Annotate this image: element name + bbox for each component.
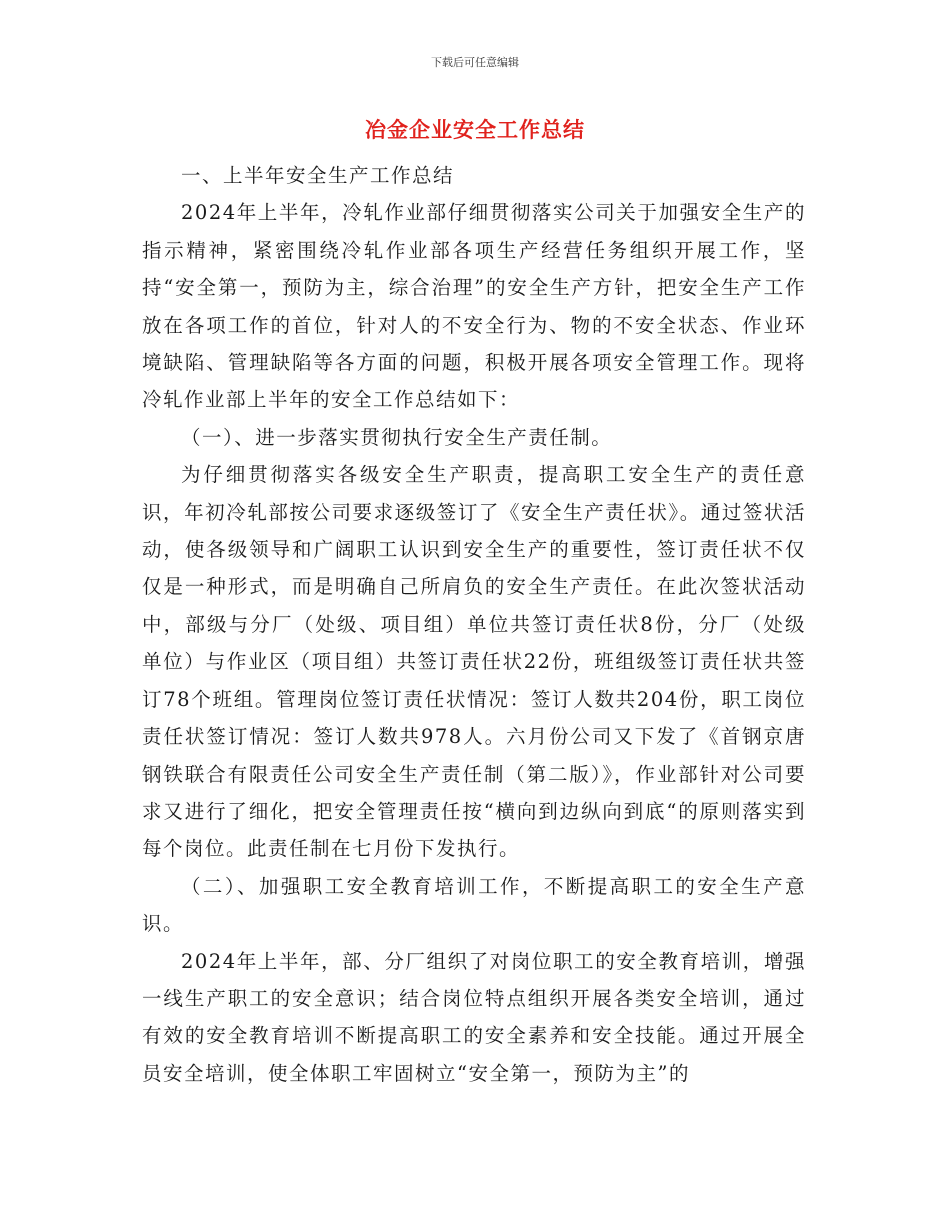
paragraph: 2024年上半年，部、分厂组织了对岗位职工的安全教育培训，增强一线生产职工的安全意识；结合岗位特点组织开展各类安全培训，通过有效的安全教育培训不断提高职工的安全素养和安全技能。通过开展全员安全培训，使全体职工牢固树立“安全第一，预防为主”的 bbox=[142, 949, 806, 1085]
section-heading: 一、上半年安全生产工作总结 bbox=[181, 164, 455, 187]
header-note: 下载后可任意编辑 bbox=[431, 56, 519, 69]
subsection-heading: （一）、进一步落实贯彻执行安全生产责任制。 bbox=[181, 425, 613, 449]
paragraph: 2024年上半年，冷轧作业部仔细贯彻落实公司关于加强安全生产的指示精神，紧密围绕冷轧作业部各项生产经营任务组织开展工作，坚持“安全第一，预防为主，综合治理”的安全生产方针，把安全生产工作放在各项工作的首位，针对人的不安全行为、物的不安全状态、作业环境缺陷、管理缺陷等各方面的问题，积极开展各项安全管理工作。现将冷轧作业部上半年的安全工作总结如下： bbox=[142, 201, 806, 412]
paragraph: 为仔细贯彻落实各级安全生产职责，提高职工安全生产的责任意识，年初冷轧部按公司要求逐级签订了《安全生产责任状》。通过签状活动，使各级领导和广阔职工认识到安全生产的重要性，签订责任状不仅仅是一种形式，而是明确自己所肩负的安全生产责任。在此次签状活动中，部级与分厂（处级、项目组）单位共签订责任状8份，分厂（处级单位）与作业区（项目组）共签订责任状22份，班组级签订责任状共签订78个班组。管理岗位签订责任状情况：签订人数共204份，职工岗位责任状签订情况：签订人数共978人。六月份公司又下发了《首钢京唐钢铁联合有限责任公司安全生产责任制（第二版）》，作业部针对公司要求又进行了细化，把安全管理责任按“横向到边纵向到底“的原则落实到每个岗位。此责任制在七月份下发执行。 bbox=[142, 463, 806, 861]
subsection-heading: （二）、加强职工安全教育培训工作，不断提高职工的安全生产意识。 bbox=[142, 874, 806, 936]
document-body bbox=[142, 157, 806, 1092]
document-title: 冶金企业安全工作总结 bbox=[365, 118, 585, 142]
